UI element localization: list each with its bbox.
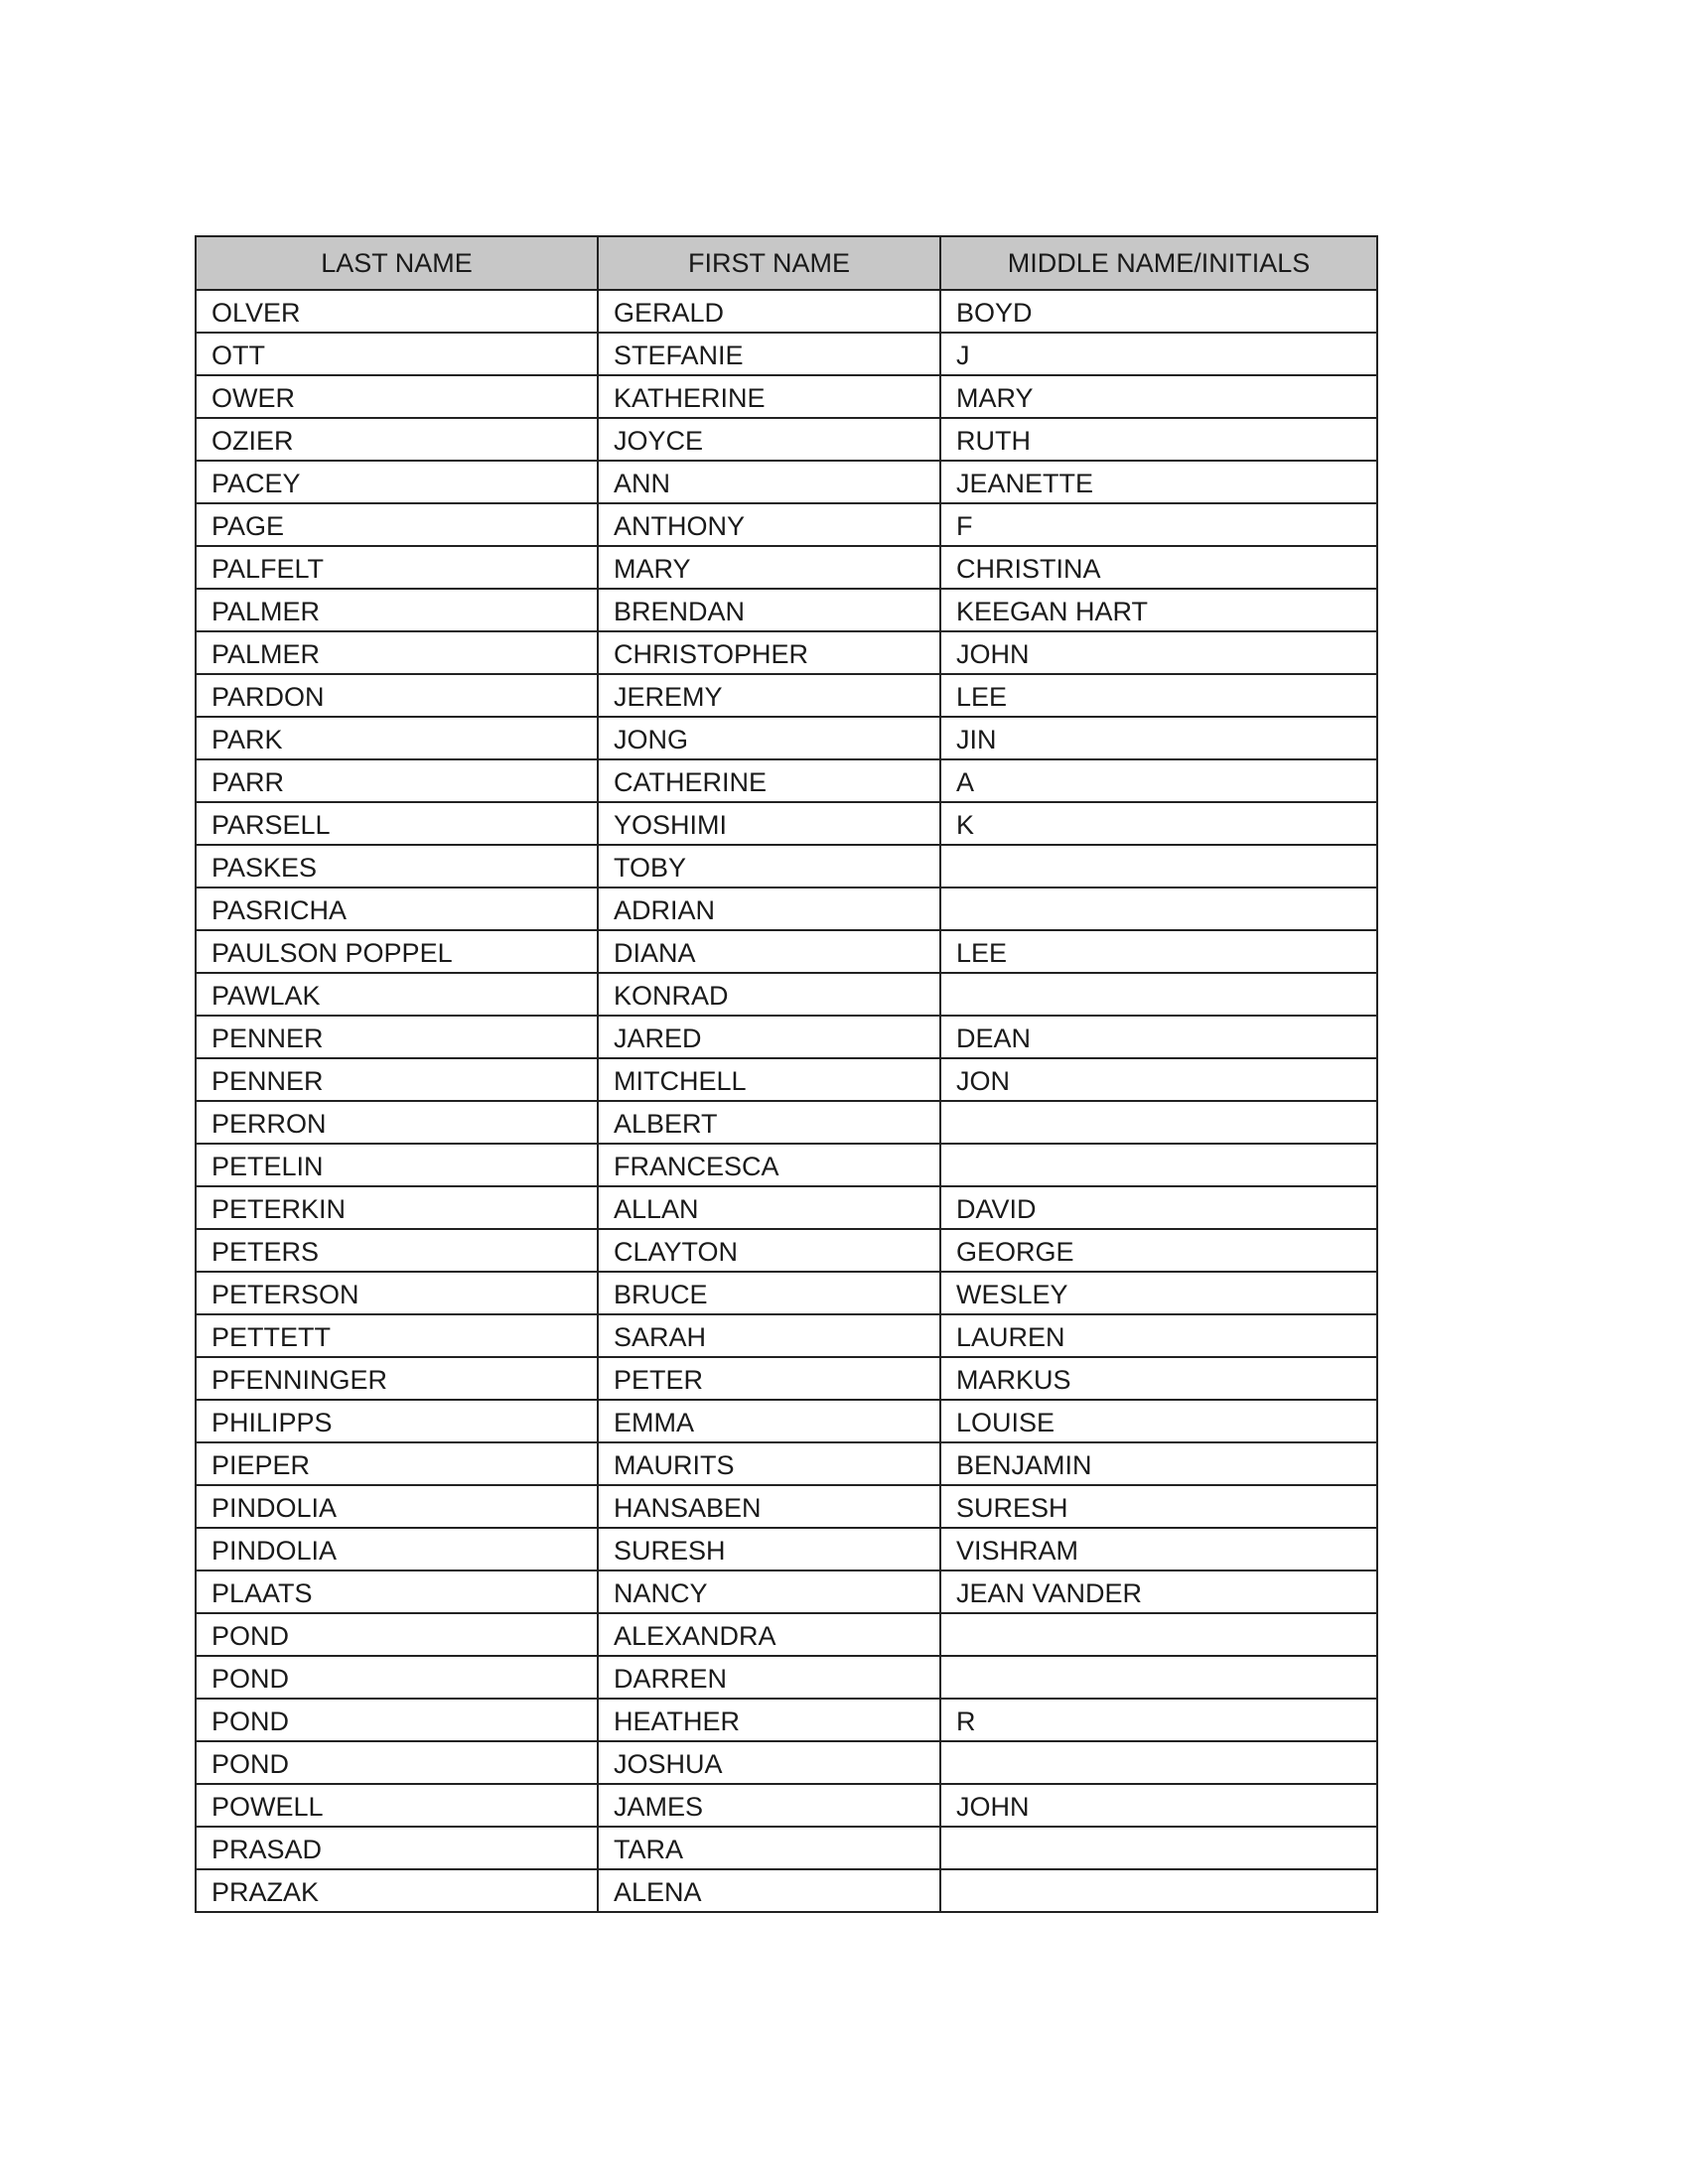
last-name-cell: PRAZAK [196, 1869, 598, 1912]
first-name-cell: FRANCESCA [598, 1144, 940, 1186]
middle-name-cell: RUTH [940, 418, 1377, 461]
table-row [196, 1058, 1377, 1101]
middle-name-cell: KEEGAN HART [940, 589, 1377, 631]
middle-name-cell: BOYD [940, 290, 1377, 333]
first-name-cell: DARREN [598, 1656, 940, 1699]
first-name-cell: BRENDAN [598, 589, 940, 631]
last-name-cell: PARSELL [196, 802, 598, 845]
table-row [196, 845, 1377, 887]
middle-name-cell [940, 1144, 1377, 1186]
middle-name-cell [940, 1656, 1377, 1699]
middle-name-cell: SURESH [940, 1485, 1377, 1528]
table-row [196, 973, 1377, 1016]
last-name-cell: PETERKIN [196, 1186, 598, 1229]
first-name-cell: MAURITS [598, 1442, 940, 1485]
middle-name-cell: F [940, 503, 1377, 546]
middle-name-cell [940, 973, 1377, 1016]
last-name-cell: PETERSON [196, 1272, 598, 1314]
first-name-cell: MITCHELL [598, 1058, 940, 1101]
table-row [196, 589, 1377, 631]
last-name-cell: PARK [196, 717, 598, 759]
middle-name-cell: JEAN VANDER [940, 1570, 1377, 1613]
first-name-cell: ALLAN [598, 1186, 940, 1229]
table-row [196, 1400, 1377, 1442]
table-row [196, 1784, 1377, 1827]
first-name-cell: ALEXANDRA [598, 1613, 940, 1656]
table-row [196, 290, 1377, 333]
document-page [195, 235, 1376, 1913]
first-name-cell: HANSABEN [598, 1485, 940, 1528]
table-row [196, 1101, 1377, 1144]
first-name-cell: STEFANIE [598, 333, 940, 375]
last-name-cell: POND [196, 1699, 598, 1741]
last-name-cell: OWER [196, 375, 598, 418]
middle-name-cell: CHRISTINA [940, 546, 1377, 589]
middle-name-cell [940, 887, 1377, 930]
last-name-cell: POND [196, 1613, 598, 1656]
header-last-name: LAST NAME [196, 236, 598, 290]
header-first-name: FIRST NAME [598, 236, 940, 290]
first-name-cell: EMMA [598, 1400, 940, 1442]
middle-name-cell: A [940, 759, 1377, 802]
last-name-cell: POND [196, 1656, 598, 1699]
first-name-cell: CHRISTOPHER [598, 631, 940, 674]
first-name-cell: TARA [598, 1827, 940, 1869]
first-name-cell: ALENA [598, 1869, 940, 1912]
last-name-cell: PASRICHA [196, 887, 598, 930]
table-row [196, 930, 1377, 973]
first-name-cell: DIANA [598, 930, 940, 973]
middle-name-cell: K [940, 802, 1377, 845]
table-row [196, 1272, 1377, 1314]
first-name-cell: BRUCE [598, 1272, 940, 1314]
first-name-cell: GERALD [598, 290, 940, 333]
table-row [196, 1357, 1377, 1400]
table-row [196, 1570, 1377, 1613]
middle-name-cell: JON [940, 1058, 1377, 1101]
last-name-cell: PAWLAK [196, 973, 598, 1016]
first-name-cell: ALBERT [598, 1101, 940, 1144]
last-name-cell: POND [196, 1741, 598, 1784]
first-name-cell: CLAYTON [598, 1229, 940, 1272]
middle-name-cell: JOHN [940, 631, 1377, 674]
middle-name-cell: DAVID [940, 1186, 1377, 1229]
names-table [195, 235, 1378, 1913]
first-name-cell: ADRIAN [598, 887, 940, 930]
first-name-cell: JOSHUA [598, 1741, 940, 1784]
first-name-cell: ANN [598, 461, 940, 503]
table-row [196, 1827, 1377, 1869]
last-name-cell: PENNER [196, 1058, 598, 1101]
table-row [196, 674, 1377, 717]
middle-name-cell: LOUISE [940, 1400, 1377, 1442]
first-name-cell: JAMES [598, 1784, 940, 1827]
last-name-cell: PLAATS [196, 1570, 598, 1613]
last-name-cell: OZIER [196, 418, 598, 461]
middle-name-cell [940, 1613, 1377, 1656]
last-name-cell: PFENNINGER [196, 1357, 598, 1400]
last-name-cell: PRASAD [196, 1827, 598, 1869]
table-row [196, 1699, 1377, 1741]
last-name-cell: PIEPER [196, 1442, 598, 1485]
table-row [196, 1186, 1377, 1229]
last-name-cell: PAGE [196, 503, 598, 546]
last-name-cell: PERRON [196, 1101, 598, 1144]
middle-name-cell: LAUREN [940, 1314, 1377, 1357]
table-row [196, 1016, 1377, 1058]
first-name-cell: JONG [598, 717, 940, 759]
last-name-cell: OTT [196, 333, 598, 375]
table-row [196, 333, 1377, 375]
last-name-cell: PETERS [196, 1229, 598, 1272]
first-name-cell: KATHERINE [598, 375, 940, 418]
last-name-cell: PETTETT [196, 1314, 598, 1357]
table-row [196, 503, 1377, 546]
first-name-cell: ANTHONY [598, 503, 940, 546]
first-name-cell: CATHERINE [598, 759, 940, 802]
header-row [196, 236, 1377, 290]
last-name-cell: PINDOLIA [196, 1528, 598, 1570]
first-name-cell: HEATHER [598, 1699, 940, 1741]
last-name-cell: PACEY [196, 461, 598, 503]
middle-name-cell [940, 1741, 1377, 1784]
first-name-cell: JOYCE [598, 418, 940, 461]
table-body [196, 290, 1377, 1912]
middle-name-cell: BENJAMIN [940, 1442, 1377, 1485]
last-name-cell: PASKES [196, 845, 598, 887]
middle-name-cell: LEE [940, 930, 1377, 973]
table-row [196, 802, 1377, 845]
table-row [196, 375, 1377, 418]
first-name-cell: MARY [598, 546, 940, 589]
middle-name-cell [940, 845, 1377, 887]
table-row [196, 1144, 1377, 1186]
first-name-cell: KONRAD [598, 973, 940, 1016]
last-name-cell: PINDOLIA [196, 1485, 598, 1528]
middle-name-cell: LEE [940, 674, 1377, 717]
table-row [196, 1869, 1377, 1912]
last-name-cell: PARR [196, 759, 598, 802]
table-row [196, 1656, 1377, 1699]
table-row [196, 1442, 1377, 1485]
middle-name-cell: JOHN [940, 1784, 1377, 1827]
table-header [196, 236, 1377, 290]
table-row [196, 631, 1377, 674]
middle-name-cell: JIN [940, 717, 1377, 759]
last-name-cell: PAULSON POPPEL [196, 930, 598, 973]
last-name-cell: OLVER [196, 290, 598, 333]
last-name-cell: PARDON [196, 674, 598, 717]
last-name-cell: PALMER [196, 589, 598, 631]
table-row [196, 1229, 1377, 1272]
middle-name-cell [940, 1869, 1377, 1912]
first-name-cell: PETER [598, 1357, 940, 1400]
table-row [196, 1613, 1377, 1656]
first-name-cell: JARED [598, 1016, 940, 1058]
middle-name-cell: VISHRAM [940, 1528, 1377, 1570]
first-name-cell: NANCY [598, 1570, 940, 1613]
last-name-cell: PHILIPPS [196, 1400, 598, 1442]
last-name-cell: PENNER [196, 1016, 598, 1058]
middle-name-cell: WESLEY [940, 1272, 1377, 1314]
first-name-cell: JEREMY [598, 674, 940, 717]
first-name-cell: SARAH [598, 1314, 940, 1357]
middle-name-cell: MARY [940, 375, 1377, 418]
first-name-cell: YOSHIMI [598, 802, 940, 845]
last-name-cell: POWELL [196, 1784, 598, 1827]
middle-name-cell: DEAN [940, 1016, 1377, 1058]
first-name-cell: TOBY [598, 845, 940, 887]
middle-name-cell: MARKUS [940, 1357, 1377, 1400]
middle-name-cell: GEORGE [940, 1229, 1377, 1272]
middle-name-cell: JEANETTE [940, 461, 1377, 503]
table-row [196, 717, 1377, 759]
middle-name-cell: J [940, 333, 1377, 375]
last-name-cell: PETELIN [196, 1144, 598, 1186]
middle-name-cell [940, 1827, 1377, 1869]
first-name-cell: SURESH [598, 1528, 940, 1570]
table-row [196, 461, 1377, 503]
table-row [196, 418, 1377, 461]
table-row [196, 1741, 1377, 1784]
middle-name-cell [940, 1101, 1377, 1144]
middle-name-cell: R [940, 1699, 1377, 1741]
table-row [196, 887, 1377, 930]
last-name-cell: PALMER [196, 631, 598, 674]
table-row [196, 546, 1377, 589]
table-row [196, 1485, 1377, 1528]
table-row [196, 1314, 1377, 1357]
last-name-cell: PALFELT [196, 546, 598, 589]
header-middle-name: MIDDLE NAME/INITIALS [940, 236, 1377, 290]
table-row [196, 1528, 1377, 1570]
table-row [196, 759, 1377, 802]
